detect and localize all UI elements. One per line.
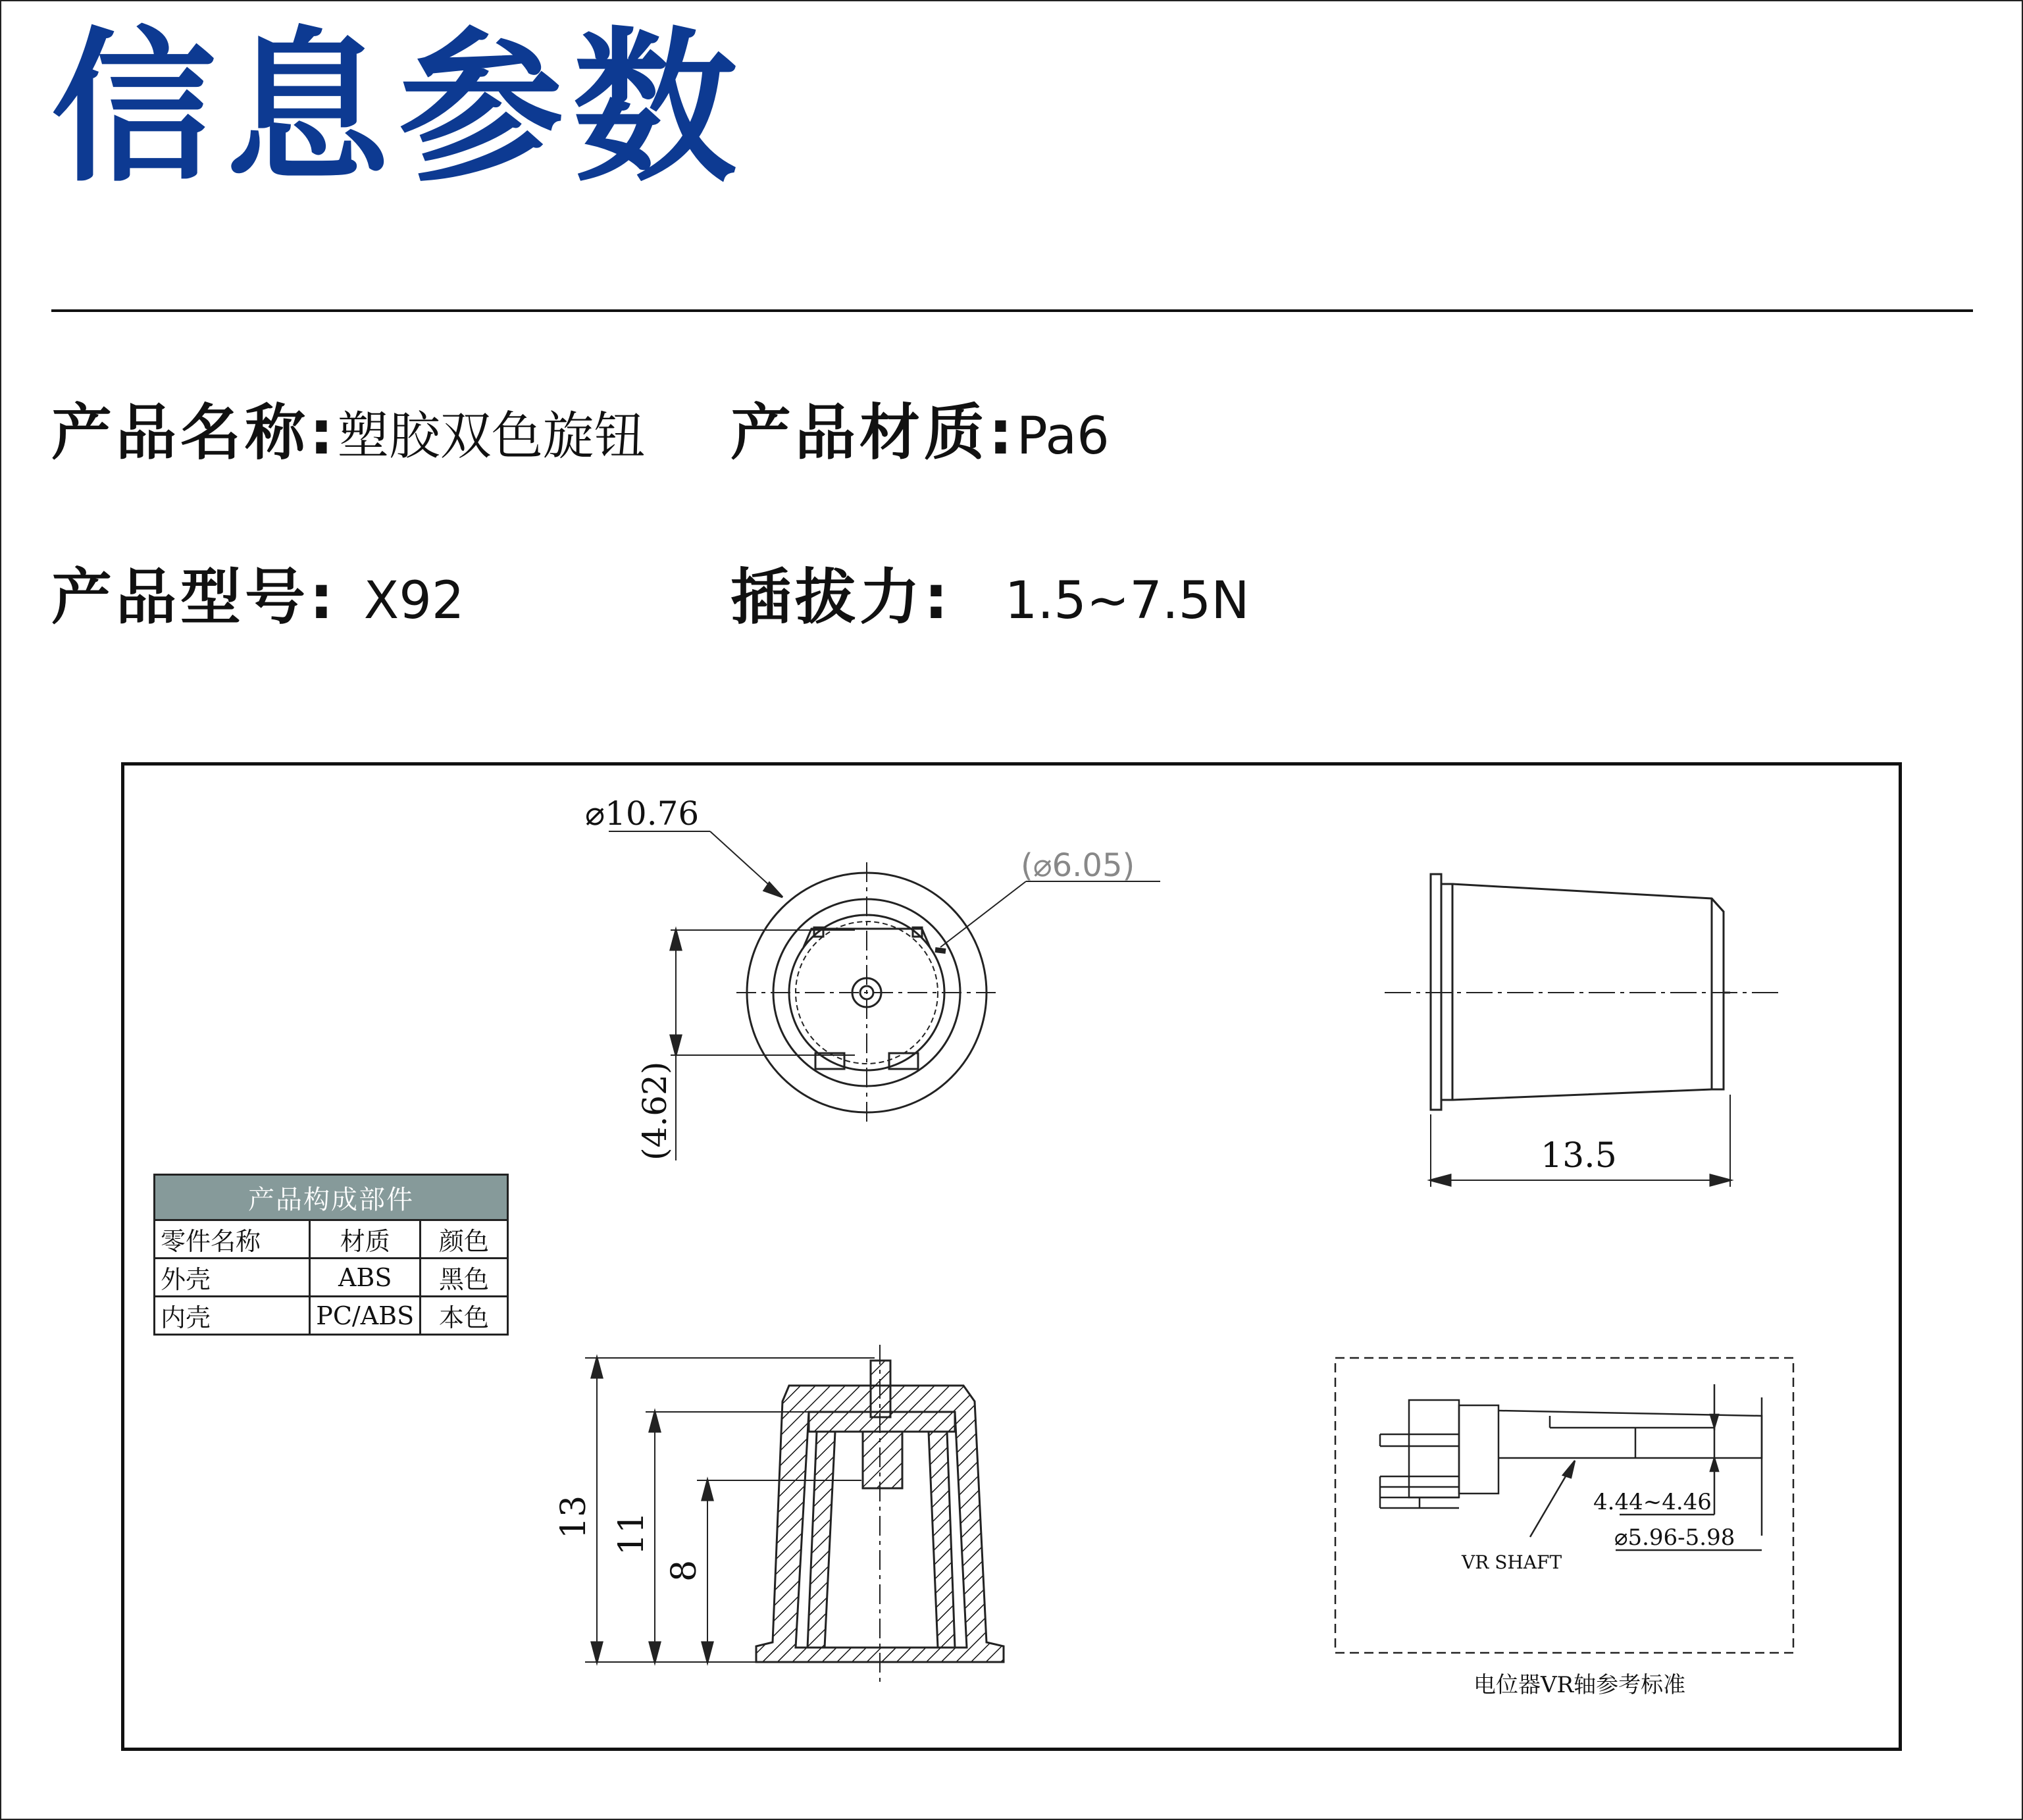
spec-product-model xyxy=(51,562,465,633)
column-material: 材质 xyxy=(310,1220,421,1259)
dim-length: 13.5 xyxy=(1541,1136,1617,1176)
reference-caption: 电位器VR轴参考标准 xyxy=(1473,1672,1686,1698)
spec-name-value: 塑胶双色旋钮 xyxy=(337,407,646,466)
spec-product-material xyxy=(730,398,1110,468)
column-part-name: 零件名称 xyxy=(155,1220,310,1259)
part-name: 内壳 xyxy=(155,1297,310,1335)
spec-model-value: X92 xyxy=(363,571,465,631)
dim-shaft-diameter: ⌀5.96-5.98 xyxy=(1614,1524,1735,1551)
part-material: PC/ABS xyxy=(310,1297,421,1335)
column-color: 颜色 xyxy=(421,1220,508,1259)
page-title: 信息参数 xyxy=(51,13,746,204)
spec-insertion-force xyxy=(730,562,1250,633)
dim-height-bore: 8 xyxy=(665,1559,704,1582)
spec-force-label: 插拔力: xyxy=(730,562,952,633)
dim-inner-diameter: (⌀6.05) xyxy=(1021,847,1135,884)
dim-outer-diameter: ⌀10.76 xyxy=(585,794,700,833)
part-material: ABS xyxy=(310,1259,421,1297)
dim-inner-depth: (4.62) xyxy=(636,1061,674,1160)
vr-shaft-reference xyxy=(1335,1358,1793,1653)
parts-table-header: 产品构成部件 xyxy=(155,1175,508,1220)
vr-shaft-label: VR SHAFT xyxy=(1462,1551,1562,1573)
part-name: 外壳 xyxy=(155,1259,310,1297)
spec-material-label: 产品材质: xyxy=(730,398,1017,468)
spec-product-name xyxy=(51,398,646,468)
spec-material-value: Pa6 xyxy=(1016,407,1110,466)
part-color: 黑色 xyxy=(421,1259,508,1297)
part-color: 本色 xyxy=(421,1297,508,1335)
spec-model-label: 产品型号: xyxy=(51,562,338,633)
table-row xyxy=(155,1297,508,1335)
table-row xyxy=(155,1259,508,1297)
dim-shaft-flat: 4.44~4.46 xyxy=(1593,1489,1712,1515)
technical-drawing xyxy=(121,762,1902,1751)
parts-table xyxy=(153,1174,509,1336)
title-divider xyxy=(51,309,1973,312)
parts-table-columns xyxy=(155,1220,508,1259)
dim-height-inner: 11 xyxy=(612,1511,652,1555)
dim-height-total: 13 xyxy=(554,1495,594,1539)
spec-name-label: 产品名称: xyxy=(51,398,338,468)
spec-force-value: 1.5~7.5N xyxy=(1004,571,1250,631)
